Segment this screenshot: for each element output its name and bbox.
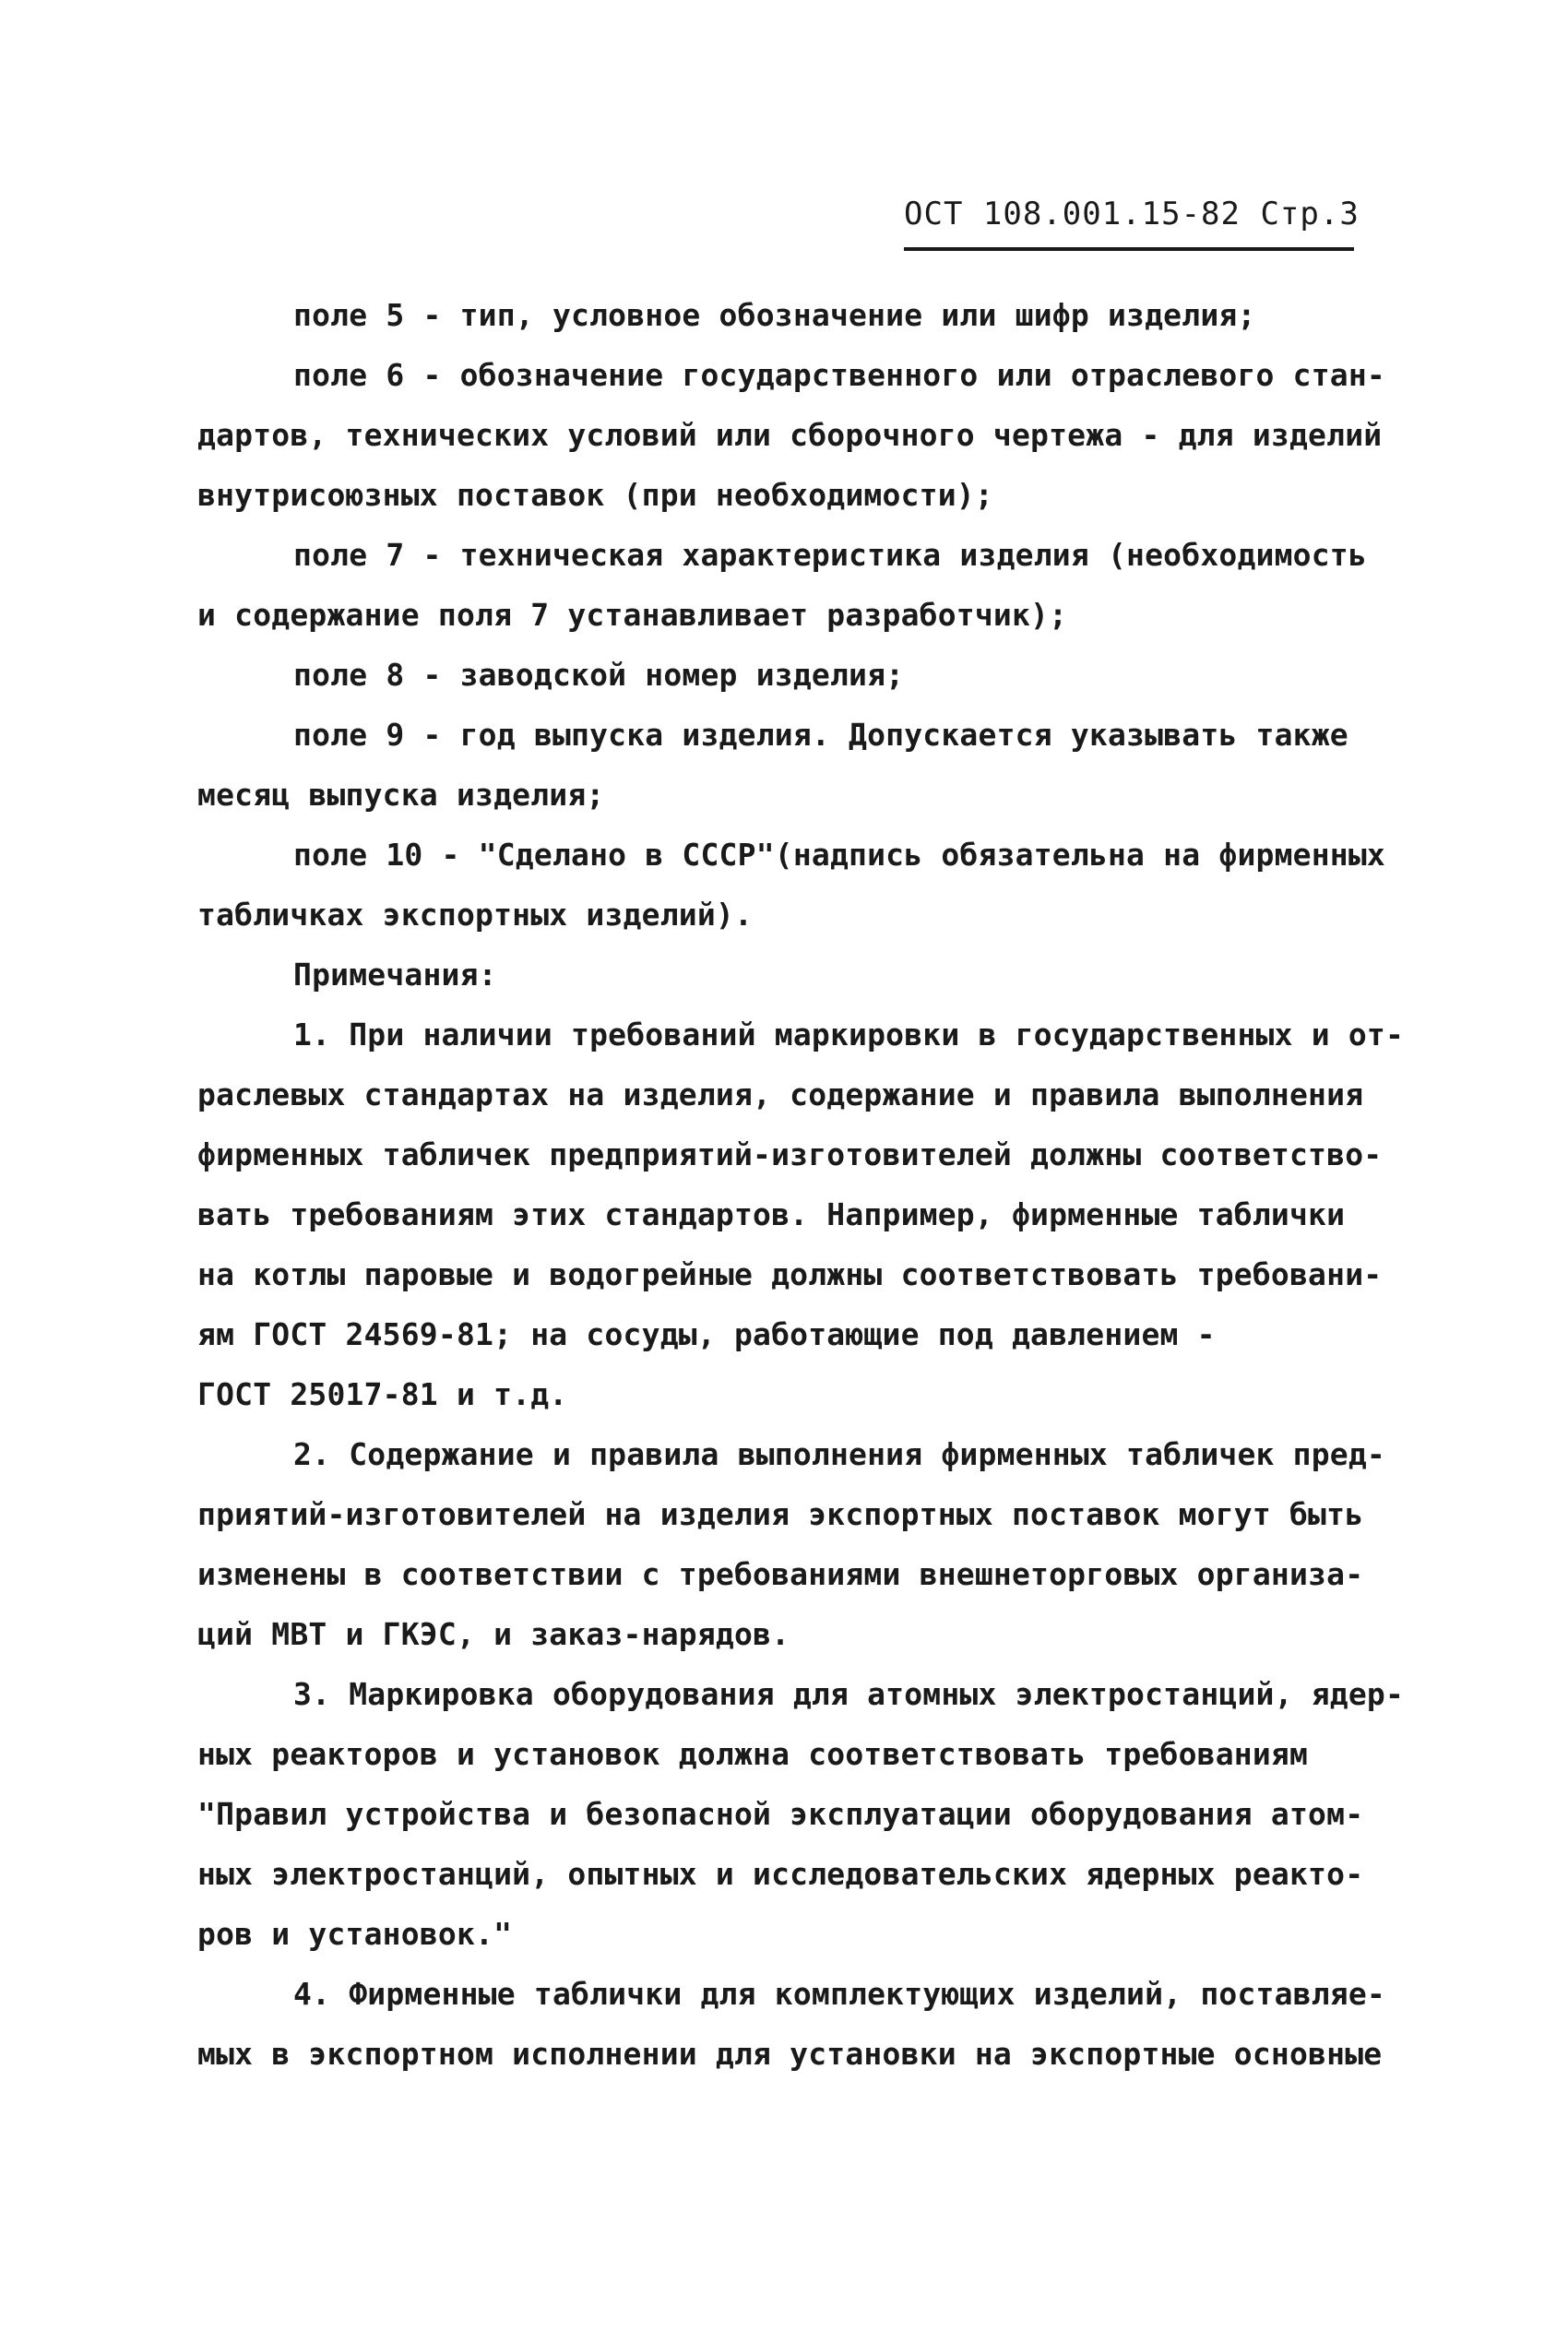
text-line: ций МВТ и ГКЭС, и заказ-нарядов. bbox=[197, 1616, 790, 1652]
text-line: вать требованиям этих стандартов. Например, фирменные таблички bbox=[197, 1196, 1346, 1232]
page-header: ОСТ 108.001.15-82 Стр.3 bbox=[904, 196, 1360, 232]
text-line: ГОСТ 25017-81 и т.д. bbox=[197, 1376, 568, 1412]
text-line: поле 5 - тип, условное обозначение или шифр изделия; bbox=[293, 297, 1256, 333]
text-line: ров и установок." bbox=[197, 1916, 513, 1952]
text-line: мых в экспортном исполнении для установки на экспортные основные bbox=[197, 2036, 1383, 2072]
text-line: 4. Фирменные таблички для комплектующих изделий, поставляе- bbox=[293, 1976, 1385, 2012]
text-line: дартов, технических условий или сборочного чертежа - для изделий bbox=[197, 417, 1383, 453]
text-line: Примечания: bbox=[293, 957, 497, 993]
text-line: табличках экспортных изделий). bbox=[197, 897, 754, 933]
text-line: "Правил устройства и безопасной эксплуатации оборудования атом- bbox=[197, 1796, 1364, 1832]
text-line: на котлы паровые и водогрейные должны соответствовать требовани- bbox=[197, 1256, 1383, 1292]
text-line: 2. Содержание и правила выполнения фирменных табличек пред- bbox=[293, 1436, 1385, 1472]
text-line: 3. Маркировка оборудования для атомных электростанций, ядер- bbox=[293, 1676, 1405, 1712]
text-line: поле 8 - заводской номер изделия; bbox=[293, 657, 905, 693]
text-line: ям ГОСТ 24569-81; на сосуды, работающие под давлением - bbox=[197, 1316, 1216, 1352]
text-line: фирменных табличек предприятий-изготовителей должны соответство- bbox=[197, 1136, 1383, 1172]
text-line: внутрисоюзных поставок (при необходимости); bbox=[197, 477, 993, 513]
text-line: 1. При наличии требований маркировки в государственных и от- bbox=[293, 1017, 1405, 1053]
text-line: и содержание поля 7 устанавливает разработчик); bbox=[197, 597, 1068, 633]
text-line: поле 10 - "Сделано в СССР"(надпись обязательна на фирменных bbox=[293, 837, 1385, 873]
text-line: ных электростанций, опытных и исследовательских ядерных реакто- bbox=[197, 1856, 1364, 1892]
text-line: раслевых стандартах на изделия, содержание и правила выполнения bbox=[197, 1076, 1364, 1112]
text-line: изменены в соответствии с требованиями внешнеторговых организа- bbox=[197, 1556, 1364, 1592]
text-line: поле 6 - обозначение государственного или отраслевого стан- bbox=[293, 357, 1385, 393]
text-line: поле 7 - техническая характеристика изделия (необходимость bbox=[293, 537, 1367, 573]
text-line: месяц выпуска изделия; bbox=[197, 777, 605, 813]
text-line: ных реакторов и установок должна соответствовать требованиям bbox=[197, 1736, 1309, 1772]
text-line: поле 9 - год выпуска изделия. Допускается указывать также bbox=[293, 717, 1348, 753]
header-underline bbox=[904, 247, 1354, 251]
text-line: приятий-изготовителей на изделия экспортных поставок могут быть bbox=[197, 1496, 1364, 1532]
